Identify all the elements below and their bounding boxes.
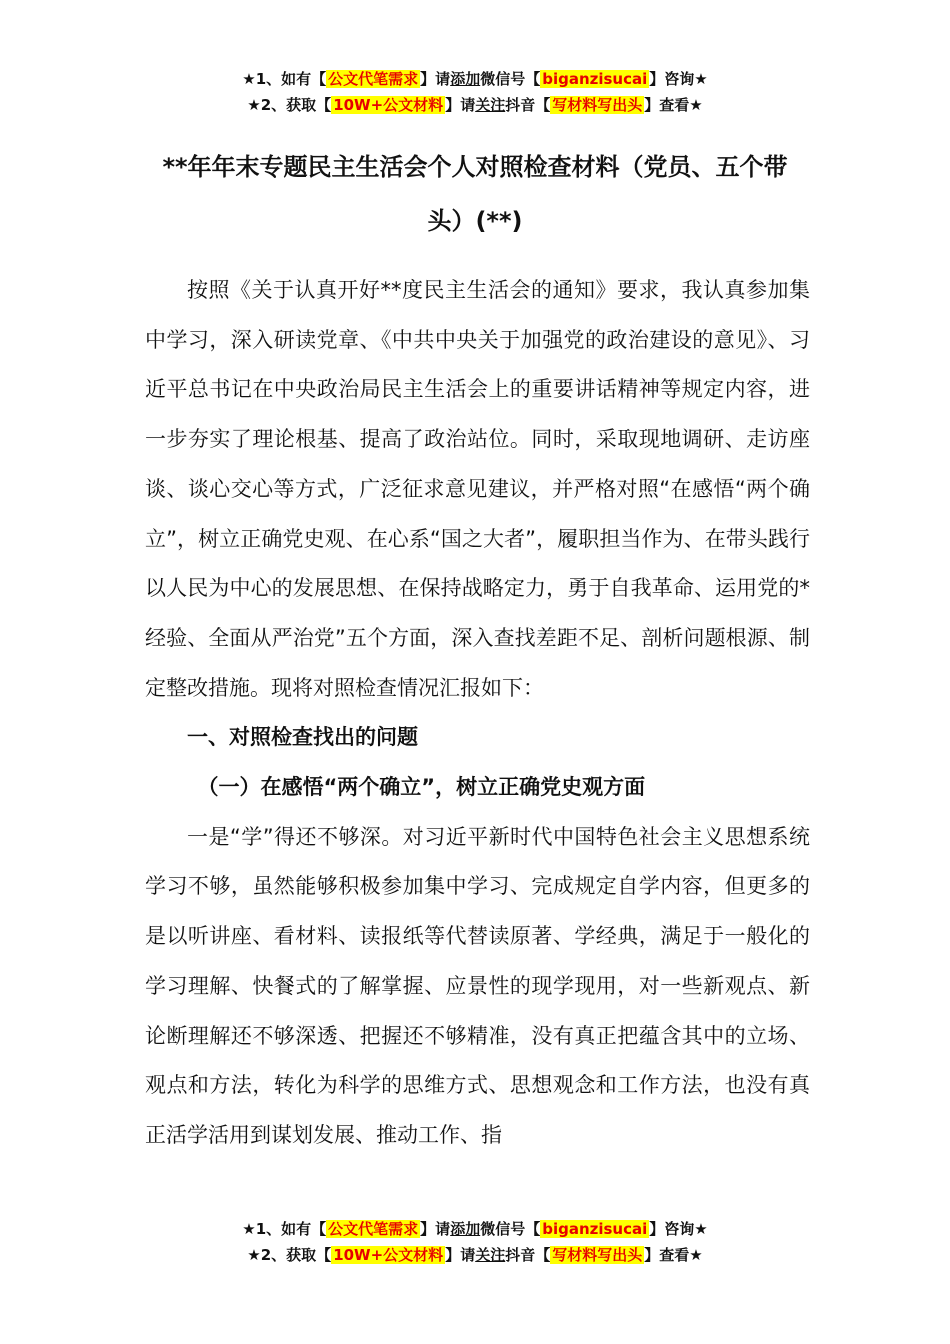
document-title: **年年末专题民主生活会个人对照检查材料（党员、五个带头）(**) bbox=[162, 153, 788, 235]
body-paragraph: 一是“学”得还不够深。对习近平新时代中国特色社会主义思想系统学习不够，虽然能够积极参加集中学习、完成规定自学内容，但更多的是以听讲座、看材料、读报纸等代替读原著、学经典，满足于一般化的学习理解、快餐式的了解掌握、应景性的现学现用，对一些新观点、新论断理解还不够深透、把握还不够精准，没有真正把蕴含其中的立场、观点和方法，转化为科学的思维方式、思想观念和工作方法，也没有真正活学活用到谋划发展、推动工作、指 bbox=[145, 824, 810, 1147]
underlined-text: 添加 bbox=[450, 1220, 481, 1238]
banner-text: 】咨询★ bbox=[649, 70, 708, 88]
underlined-text: 关注 bbox=[475, 1246, 506, 1264]
banner-text: 微信号【 bbox=[480, 1220, 541, 1238]
highlight-text: biganzisucai bbox=[542, 70, 648, 88]
highlight-text: 公文代笔需求 bbox=[328, 1220, 419, 1238]
banner-text: 抖音【 bbox=[505, 96, 551, 114]
banner-line-1 bbox=[0, 1216, 950, 1242]
banner-line-2 bbox=[0, 92, 950, 118]
highlight-text: 公文代笔需求 bbox=[328, 70, 419, 88]
banner-text: ★1、如有【 bbox=[242, 70, 327, 88]
banner-line-1 bbox=[0, 66, 950, 92]
banner-text: 】请 bbox=[420, 70, 451, 88]
underlined-text: 关注 bbox=[475, 96, 506, 114]
banner-text: 】请 bbox=[445, 1246, 476, 1264]
banner-text: 】请 bbox=[420, 1220, 451, 1238]
banner-text: 】咨询★ bbox=[649, 1220, 708, 1238]
banner-text: 】查看★ bbox=[644, 1246, 703, 1264]
banner-text: 抖音【 bbox=[505, 1246, 551, 1264]
subsection-heading: （一）在感悟“两个确立”，树立正确党史观方面 bbox=[197, 775, 646, 800]
footer-banner bbox=[0, 1216, 950, 1268]
banner-text: 】查看★ bbox=[644, 96, 703, 114]
header-banner bbox=[0, 66, 950, 118]
banner-text: ★1、如有【 bbox=[242, 1220, 327, 1238]
highlight-text: 10W+公文材料 bbox=[333, 1246, 444, 1264]
highlight-text: 写材料写出头 bbox=[552, 96, 643, 114]
banner-text: ★2、获取【 bbox=[247, 96, 332, 114]
highlight-text: 10W+公文材料 bbox=[333, 96, 444, 114]
highlight-text: biganzisucai bbox=[542, 1220, 648, 1238]
banner-text: 微信号【 bbox=[480, 70, 541, 88]
banner-line-2 bbox=[0, 1242, 950, 1268]
underlined-text: 添加 bbox=[450, 70, 481, 88]
document-body bbox=[145, 266, 810, 1161]
highlight-text: 写材料写出头 bbox=[552, 1246, 643, 1264]
banner-text: ★2、获取【 bbox=[247, 1246, 332, 1264]
banner-text: 】请 bbox=[445, 96, 476, 114]
intro-paragraph: 按照《关于认真开好**度民主生活会的通知》要求，我认真参加集中学习，深入研读党章、《中共中央关于加强党的政治建设的意见》、习近平总书记在中央政治局民主生活会上的重要讲话精神等规定内容，进一步夯实了理论根基、提高了政治站位。同时，采取现地调研、走访座谈、谈心交心等方式，广泛征求意见建议，并严格对照“在感悟“两个确立”，树立正确党史观、在心系“国之大者”，履职担当作为、在带头践行以人民为中心的发展思想、在保持战略定力，勇于自我革命、运用党的*经验、全面从严治党”五个方面，深入查找差距不足、剖析问题根源、制定整改措施。现将对照检查情况汇报如下： bbox=[145, 278, 810, 700]
section-heading: 一、对照检查找出的问题 bbox=[187, 725, 418, 750]
